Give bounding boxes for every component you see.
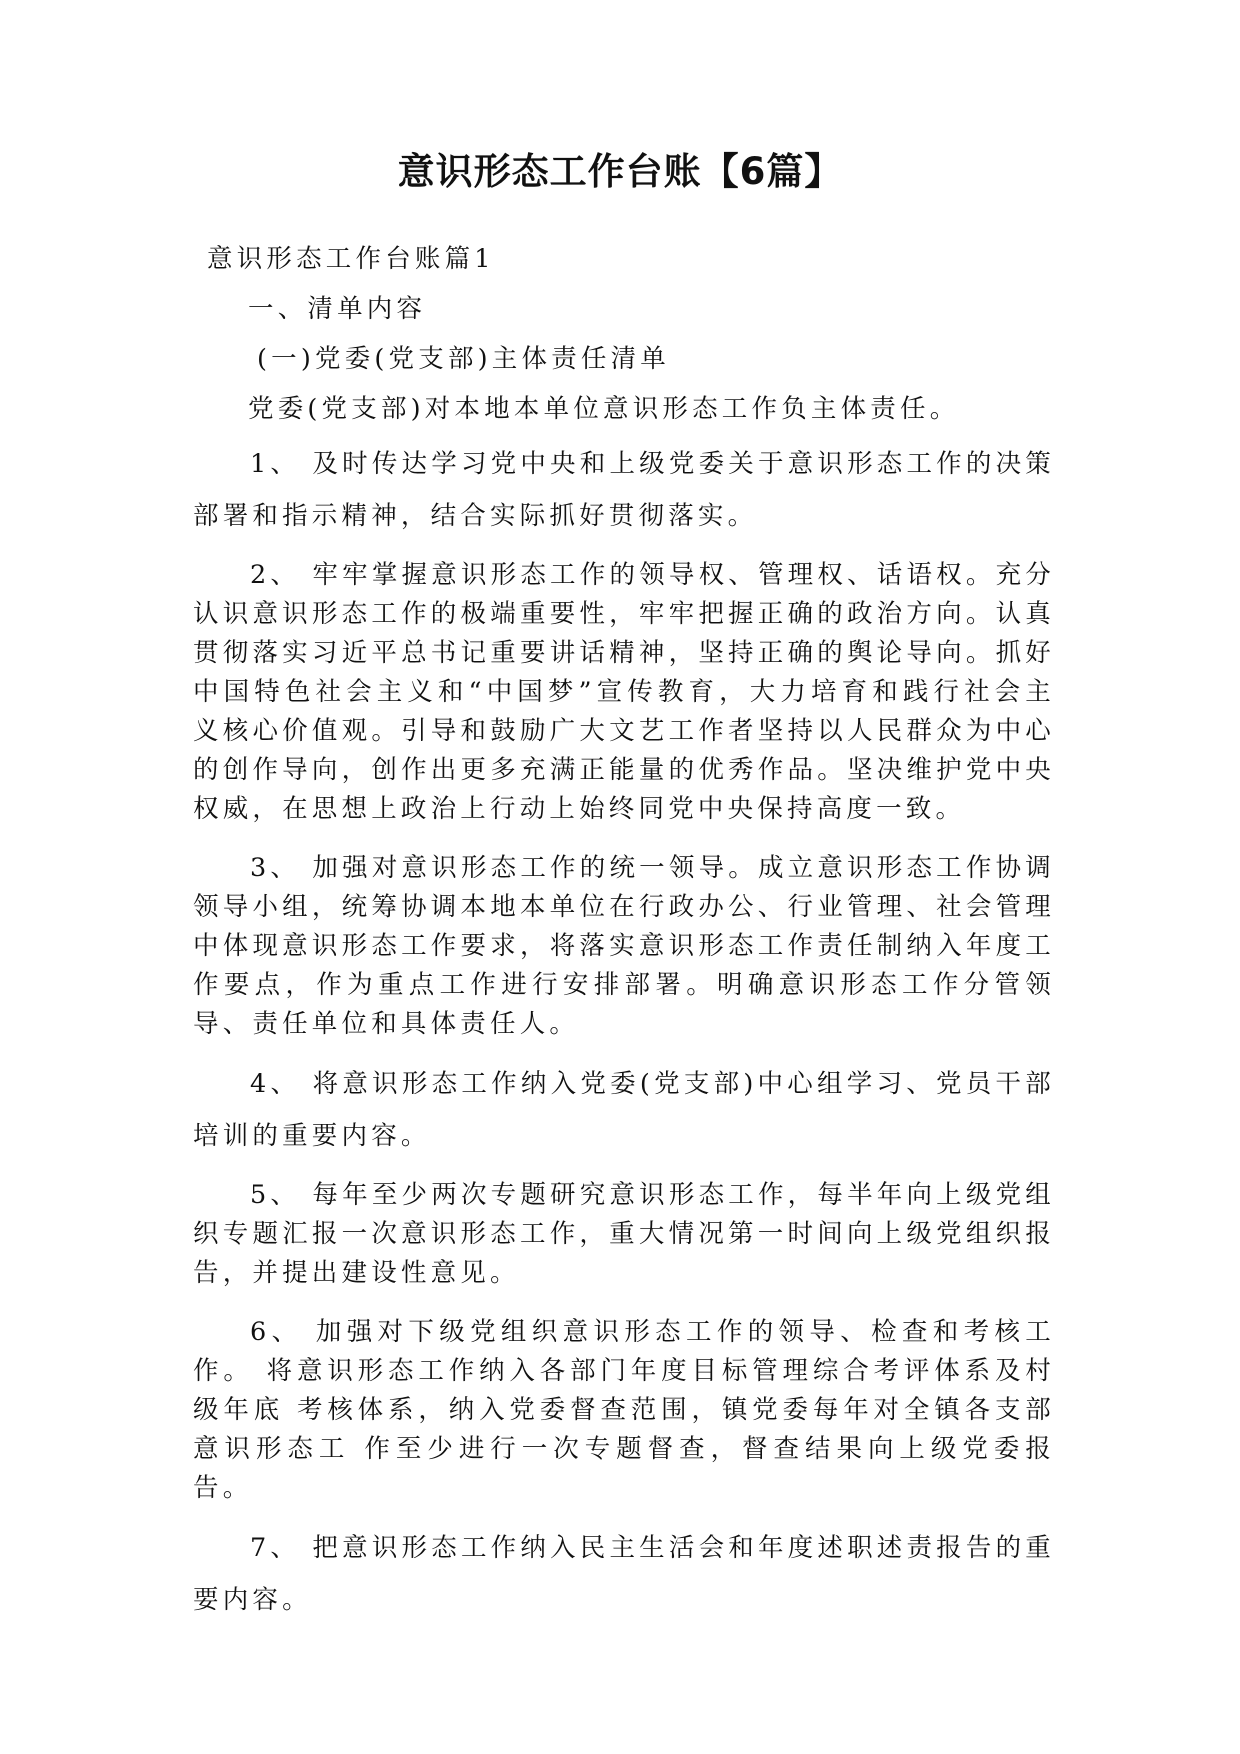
list-item-6: 6、 加强对下级党组织意识形态工作的领导、检查和考核工作。 将意识形态工作纳入各部门年度目标管理综合考评体系及村级年底 考核体系，纳入党委督查范围，镇党委每年对全镇各支部意识形态工 作至少进行一次专题督查，督查结果向上级党委报告。: [193, 1317, 1055, 1503]
heading-responsibility-list: (一)党委(党支部)主体责任清单: [257, 344, 670, 374]
list-item-1: 1、 及时传达学习党中央和上级党委关于意识形态工作的决策部署和指示精神，结合实际抓好贯彻落实。: [193, 449, 1055, 531]
list-item-4: 4、 将意识形态工作纳入党委(党支部)中心组学习、党员干部培训的重要内容。: [193, 1069, 1055, 1151]
document-body: [193, 238, 1055, 1626]
document-title: 意识形态工作台账【6篇】: [397, 150, 843, 193]
section-title: 意识形态工作台账篇1: [207, 244, 495, 274]
list-item-2: 2、 牢牢掌握意识形态工作的领导权、管理权、话语权。充分认识意识形态工作的极端重要性，牢牢把握正确的政治方向。认真贯彻落实习近平总书记重要讲话精神，坚持正确的舆论导向。抓好中国特色社会主义和“中国梦”宣传教育，大力培育和践行社会主义核心价值观。引导和鼓励广大文艺工作者坚持以人民群众为中心的创作导向，创作出更多充满正能量的优秀作品。坚决维护党中央权威，在思想上政治上行动上始终同党中央保持高度一致。: [193, 560, 1055, 824]
heading-list-content: 一、清单内容: [248, 294, 427, 324]
list-item-7: 7、 把意识形态工作纳入民主生活会和年度述职述责报告的重要内容。: [193, 1533, 1055, 1615]
list-item-5: 5、 每年至少两次专题研究意识形态工作，每半年向上级党组织专题汇报一次意识形态工作，重大情况第一时间向上级党组织报告，并提出建设性意见。: [193, 1180, 1055, 1288]
list-item-3: 3、 加强对意识形态工作的统一领导。成立意识形态工作协调领导小组，统筹协调本地本单位在行政办公、行业管理、社会管理中体现意识形态工作要求，将落实意识形态工作责任制纳入年度工作要点，作为重点工作进行安排部署。明确意识形态工作分管领导、责任单位和具体责任人。: [193, 853, 1055, 1039]
intro-paragraph: 党委(党支部)对本地本单位意识形态工作负主体责任。: [248, 394, 960, 424]
